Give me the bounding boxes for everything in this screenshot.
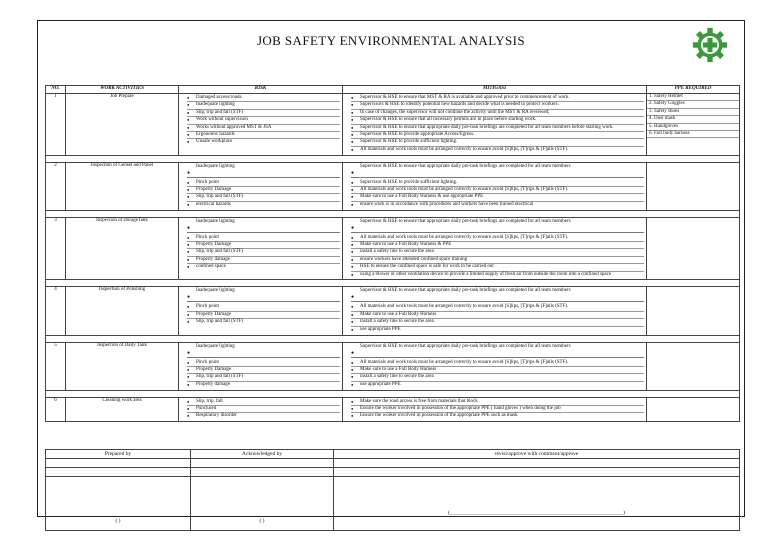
mitigation-item: ● HSE to ensure the confined space is safe for work to be carried out	[351, 264, 644, 271]
risk-first-item: ● Inadequate lighting	[187, 219, 340, 233]
risk-item: ● Pinch point	[187, 304, 340, 311]
signoff-table	[45, 449, 740, 531]
mitigation-item: ● Make sure the road access is free from materials that block	[351, 399, 644, 406]
col-no: NO.	[46, 86, 66, 94]
col-risk: RISK	[179, 86, 343, 94]
row-mitigations	[343, 162, 647, 210]
risk-item: ● Ergonomic hazards	[187, 132, 340, 139]
row-activity: Inspection of Daily Tank	[66, 342, 179, 390]
risk-item: ● Property Damage	[187, 187, 340, 194]
risk-item: ● Work without supervision	[187, 117, 340, 124]
row-ppe	[647, 397, 740, 422]
row-activity: Inspection of storageTank	[66, 217, 179, 280]
mitigation-item: ● All materials and work tools must be arranged correctly to ensure avoid [S]lips, [T]rips & [F]alls (STF).	[351, 147, 644, 154]
row-gap	[46, 280, 740, 287]
row-activity: Cleaning work area	[66, 397, 179, 422]
ppe-item: 4. Dust mask	[647, 116, 739, 123]
table-row	[46, 217, 740, 280]
row-activity: Inspection of Polishing	[66, 287, 179, 335]
mitigation-item: ● Ensure the worker involved in possession of the appropriate PPE ( hand gloves ) when doing the job	[351, 406, 644, 413]
risk-item: ● Slip, trip and fall (STF)	[187, 249, 340, 256]
row-risks	[179, 342, 343, 390]
row-risks	[179, 287, 343, 335]
row-gap	[46, 210, 740, 217]
acknowledged-signature-line: ( )	[259, 518, 265, 524]
row-number: 4	[46, 287, 66, 335]
row-number: 2	[46, 162, 66, 210]
row-number: 3	[46, 217, 66, 280]
table-row	[46, 397, 740, 422]
mitigation-item: ● install a safety line to secure the area	[351, 249, 644, 256]
mitigation-item: ● Make sure to use a Full Body Harness & use appropriate PPE	[351, 194, 644, 201]
mitigation-first-item: ● Supervisor & HSE to ensure that appropriate daily pre-task briefings are completed for all team members	[351, 288, 644, 302]
mitigation-item: ● using a blower or other ventilation device to provide a limited supply of fresh air from outside the room into a confined space	[351, 272, 644, 279]
table-header-row	[46, 86, 740, 94]
col-mitigasi: MITIGASI	[343, 86, 647, 94]
mitigation-item: ● Supervisor & HSE to ensure that all necessary permits are in place before starting work.	[351, 117, 644, 124]
mitigation-item: ● All materials and work tools must be arranged correctly to ensure avoid [S]lips, [T]rips & [F]alls (STF).	[351, 304, 644, 311]
risk-item: ● Property damage	[187, 257, 340, 264]
table-row	[46, 94, 740, 156]
risk-item: ● Slip, trip and fall (STF)	[187, 319, 340, 326]
row-number: 6	[46, 397, 66, 422]
mitigation-item: ● All materials and work tools must be arranged correctly to ensure avoid [S]lips, [T]rips & [F]alls (STF).	[351, 360, 644, 367]
prepared-signature-line: ( )	[115, 518, 121, 524]
table-row	[46, 162, 740, 210]
row-mitigations	[343, 217, 647, 280]
jsea-table	[45, 85, 740, 422]
mitigation-item: ● Make sure to use a Full Body Harness	[351, 312, 644, 319]
mitigation-item: ● In case of changes, the supervisor will not continue the activity until the MST & RA reviewed;	[351, 110, 644, 117]
prepared-by-label: Prepared by	[46, 450, 191, 459]
mitigation-first-item: ● Supervisor & HSE to ensure that appropriate daily pre-task briefings are completed for all team members	[351, 219, 644, 233]
risk-item: ● Damaged access/roads.	[187, 95, 340, 102]
mitigation-item: ● Supervisor & HSE to provide sufficient lighting.	[351, 139, 644, 146]
page-title: JOB SAFETY ENVIRONMENTAL ANALYSIS	[256, 33, 526, 48]
approve-label: revisi/approve with comment/approve	[334, 450, 740, 459]
mitigation-item: ● use appropriate PPE	[351, 327, 644, 334]
row-mitigations	[343, 397, 647, 422]
ppe-item: 1. Safety Helmet	[647, 94, 739, 101]
mitigation-item: ● install a safety line to secure the area	[351, 374, 644, 381]
mitigation-item: ● Supervisor & HSE to provide appropriate Access/Egress.	[351, 132, 644, 139]
risk-item: ● Property Damage	[187, 242, 340, 249]
mitigation-item: ● ensure work is in accordance with procedures and workers have been trained electrical	[351, 202, 644, 209]
col-ppe: PPE REQUIRED	[647, 86, 740, 94]
risk-item: ● Slip, trip and fall (STF)	[187, 194, 340, 201]
mitigation-item: ● Supervisor & HSE to ensure that MST & RA is available and approved prior to commencement of work.	[351, 95, 644, 102]
row-number: 1	[46, 94, 66, 156]
risk-item: ● Inadequate lighting	[187, 102, 340, 109]
mitigation-item: ● ensure workers have attended confined space training	[351, 257, 644, 264]
row-ppe	[647, 287, 740, 335]
table-row	[46, 342, 740, 390]
row-risks	[179, 397, 343, 422]
mitigation-item: ● Make sure to use a Full Body Harness	[351, 367, 644, 374]
row-ppe	[647, 342, 740, 390]
mitigation-item: ● Supervisor & HSE to provide sufficient lighting.	[351, 180, 644, 187]
mitigation-item: ● Supervisors & HSE to identify potential new hazards and decide what is needed to protect workers.	[351, 102, 644, 109]
mitigation-item: ● install a safety line to secure the area	[351, 319, 644, 326]
risk-item: ● Punctured	[187, 406, 340, 413]
mitigation-item: ● Ensure the worker involved in possession of the appropriate PPE such as mask	[351, 413, 644, 420]
row-number: 5	[46, 342, 66, 390]
row-risks	[179, 94, 343, 156]
risk-item: ● Pinch point	[187, 235, 340, 242]
mitigation-item: ● Make sure to use a Full Body Harness & PPE	[351, 242, 644, 249]
ppe-item: 5. Handgloves	[647, 124, 739, 131]
row-gap	[46, 155, 740, 162]
row-mitigations	[343, 342, 647, 390]
table-row	[46, 287, 740, 335]
risk-item: ● Works without approved MST & JSA	[187, 125, 340, 132]
risk-item: ● Property Damage	[187, 367, 340, 374]
green-cross-gear-icon	[692, 27, 728, 63]
risk-first-item: ● Inadequate lighting	[187, 164, 340, 178]
row-activity: Inspection of Genset and Panel	[66, 162, 179, 210]
ppe-item: 6. Full body harness	[647, 131, 739, 138]
risk-item: ● Slip, trip and fall (STF)	[187, 374, 340, 381]
risk-item: ● Property damage	[187, 382, 340, 389]
row-mitigations	[343, 94, 647, 156]
ppe-item: 2. Safety Goggles	[647, 101, 739, 108]
mitigation-item: ● Supervisor & HSE to ensure that appropriate daily pre-task briefings are completed for all team members before starting work.	[351, 125, 644, 132]
risk-item: ● electrical hazards	[187, 202, 340, 209]
risk-item: ● Slip, trip, fall	[187, 399, 340, 406]
risk-item: ● Respiratory disorder	[187, 413, 340, 420]
row-gap	[46, 335, 740, 342]
acknowledged-by-label: Acknowledged by	[191, 450, 334, 459]
approve-signature-line: (_______________________________________________________________)	[448, 510, 625, 516]
risk-item: ● Slip, trip and fall (STF)	[187, 110, 340, 117]
risk-item: ● Pinch point	[187, 360, 340, 367]
ppe-item: 3. Safety shoes	[647, 109, 739, 116]
row-ppe	[647, 217, 740, 280]
row-risks	[179, 162, 343, 210]
risk-item: ● Pinch point	[187, 180, 340, 187]
risk-first-item: ● Inadequate lighting	[187, 288, 340, 302]
row-mitigations	[343, 287, 647, 335]
row-risks	[179, 217, 343, 280]
row-gap	[46, 390, 740, 397]
mitigation-item: ● All materials and work tools must be arranged correctly to ensure avoid [S]lips, [T]rips & [F]alls (STF).	[351, 235, 644, 242]
jsea-sheet	[37, 20, 745, 524]
mitigation-first-item: ● Supervisor & HSE to ensure that appropriate daily pre-task briefings are completed for all team members	[351, 164, 644, 178]
mitigation-item: ● use appropriate PPE	[351, 382, 644, 389]
col-activities: WORK ACTIVITIES	[66, 86, 179, 94]
mitigation-first-item: ● Supervisor & HSE to ensure that appropriate daily pre-task briefings are completed for all team members	[351, 344, 644, 358]
risk-item: ● Unsafe workplace	[187, 139, 340, 146]
row-activity: Job Prepare	[66, 94, 179, 156]
row-ppe	[647, 162, 740, 210]
risk-item: ● Property Damage	[187, 312, 340, 319]
risk-item: ● confined space	[187, 264, 340, 271]
row-ppe	[647, 94, 740, 156]
risk-first-item: ● Inadequate lighting	[187, 344, 340, 358]
mitigation-item: ● All materials and work tools must be arranged correctly to ensure avoid [S]lips, [T]rips & [F]alls (STF).	[351, 187, 644, 194]
